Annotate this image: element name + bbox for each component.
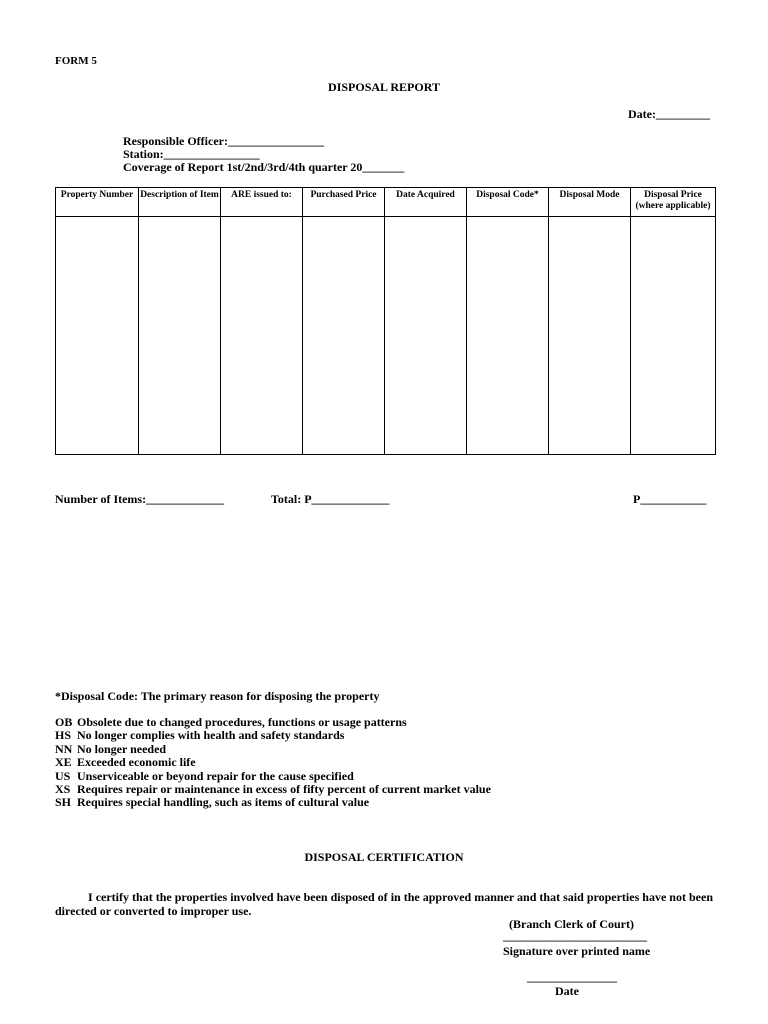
col-property-number: Property Number: [56, 188, 139, 217]
list-item: [55, 796, 491, 809]
certification-text: [55, 890, 713, 918]
table-cell[interactable]: [56, 217, 139, 455]
form-number: FORM 5: [55, 55, 97, 67]
date-label: Date: [555, 984, 579, 998]
table-cell[interactable]: [303, 217, 385, 455]
list-item: [55, 716, 491, 729]
code-description: Exceeded economic life: [77, 755, 196, 770]
list-item: [55, 743, 491, 756]
list-item: [55, 783, 491, 796]
certification-heading: DISPOSAL CERTIFICATION: [304, 850, 464, 864]
col-disposal-price: Disposal Price (where applicable): [631, 188, 716, 217]
number-of-items-field: Number of Items:_____________: [55, 492, 225, 506]
table-row: [56, 217, 716, 455]
code: SH: [55, 795, 72, 810]
code: OB: [55, 715, 73, 729]
branch-clerk-label: (Branch Clerk of Court): [509, 917, 634, 931]
code: HS: [55, 728, 72, 743]
disposal-code-heading: *Disposal Code: The primary reason for disposing the property: [55, 689, 380, 703]
col-disposal-code: Disposal Code*: [467, 188, 549, 217]
col-date-acquired: Date Acquired: [385, 188, 467, 217]
list-item: [55, 756, 491, 769]
code-description: Obsolete due to changed procedures, functions or usage patterns: [77, 715, 407, 729]
table-cell[interactable]: [631, 217, 716, 455]
col-description: Description of Item: [139, 188, 221, 217]
table-cell[interactable]: [467, 217, 549, 455]
responsible-officer-field: Responsible Officer:________________: [123, 134, 324, 148]
total-field: Total: P_____________: [271, 492, 390, 506]
code-description: No longer needed: [77, 741, 167, 756]
col-are-issued-to: ARE issued to:: [221, 188, 303, 217]
list-item: [55, 770, 491, 783]
code-description: Unserviceable or beyond repair for the cause specified: [77, 768, 354, 783]
table-cell[interactable]: [385, 217, 467, 455]
code-description: Requires repair or maintenance in excess of fifty percent of current market value: [77, 782, 491, 797]
disposal-price-total-field: P___________: [633, 492, 707, 506]
code: XE: [55, 755, 72, 770]
disposal-table: [55, 187, 716, 455]
date-field: Date:_________: [628, 107, 710, 121]
certification-body: I certify that the properties involved have been disposed of in the approved manner and that said properties have not been directed or converted to improper use.: [55, 890, 713, 918]
disposal-code-list: [55, 716, 491, 810]
page-title: DISPOSAL REPORT: [328, 80, 440, 94]
code-description: Requires special handling, such as items of cultural value: [77, 795, 370, 810]
col-disposal-mode: Disposal Mode: [549, 188, 631, 217]
code-description: No longer complies with health and safety standards: [77, 728, 345, 743]
list-item: [55, 729, 491, 742]
code: NN: [55, 741, 73, 756]
table-cell[interactable]: [221, 217, 303, 455]
table-cell[interactable]: [139, 217, 221, 455]
signature-line: ________________________: [503, 929, 647, 943]
code: US: [55, 768, 71, 783]
table-cell[interactable]: [549, 217, 631, 455]
signature-label: Signature over printed name: [503, 944, 651, 958]
date-line: _______________: [527, 970, 617, 984]
code: XS: [55, 782, 71, 797]
station-field: Station:________________: [123, 147, 260, 161]
coverage-field: Coverage of Report 1st/2nd/3rd/4th quarter 20_______: [123, 160, 405, 174]
col-purchased-price: Purchased Price: [303, 188, 385, 217]
